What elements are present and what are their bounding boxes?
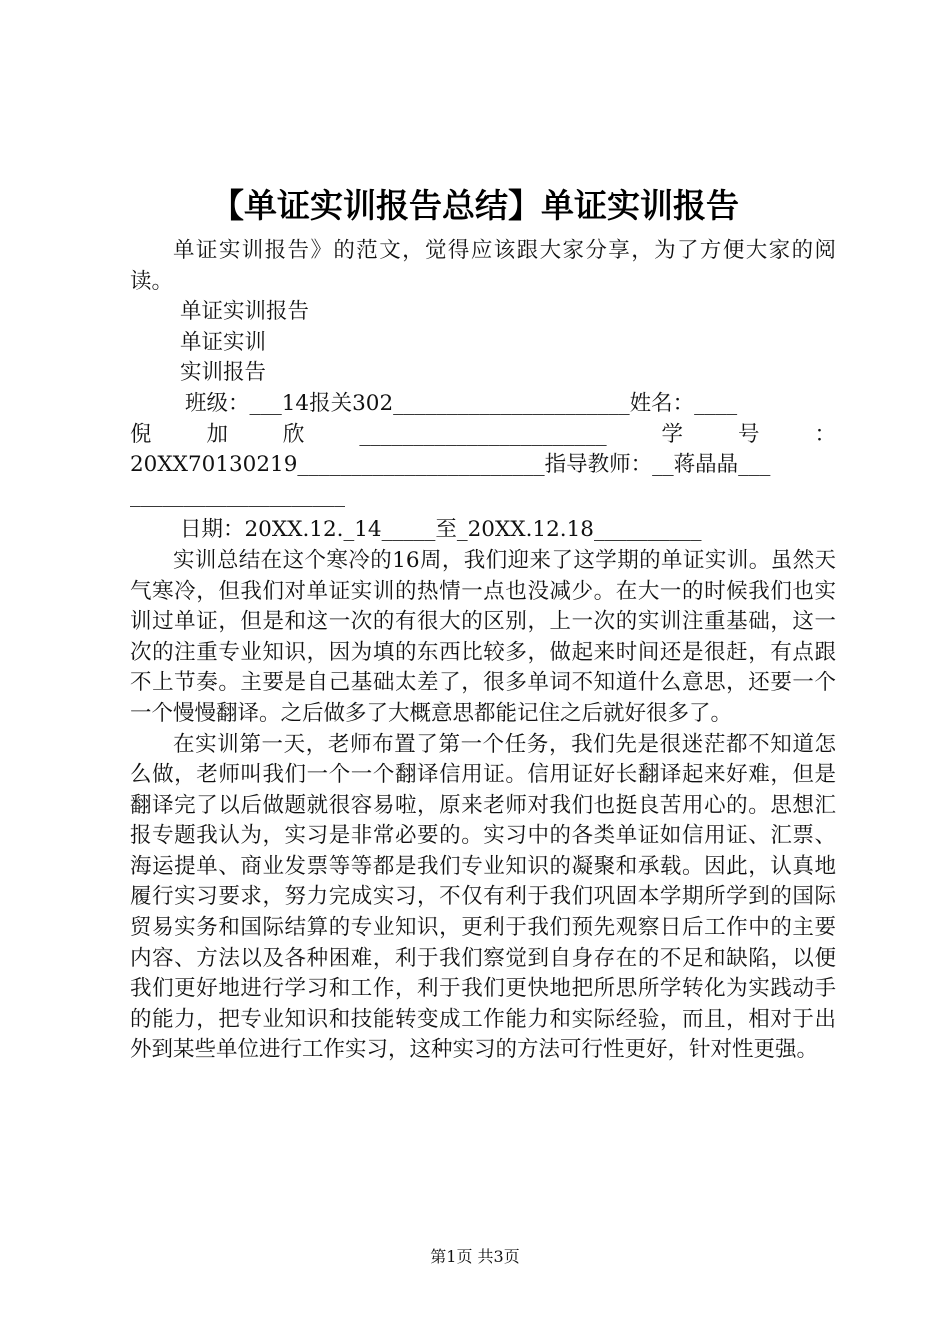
name-underline: _______________________ bbox=[359, 421, 607, 447]
document-body bbox=[130, 236, 836, 1066]
form-date-line: 日期：20XX.12._14_____至_20XX.12.18__________ bbox=[180, 517, 702, 543]
document-title: 【单证实训报告总结】单证实训报告 bbox=[211, 186, 739, 225]
form-underline-line: ____________________ bbox=[130, 482, 345, 508]
intro-paragraph: 单证实训报告》的范文，觉得应该跟大家分享，为了方便大家的阅读。 bbox=[130, 238, 836, 294]
id-label-char-1: 学 bbox=[661, 421, 684, 447]
name-char-1: 倪 bbox=[130, 421, 152, 447]
page-footer: 第1页 共3页 bbox=[430, 1247, 520, 1266]
id-label-char-2: 号 bbox=[738, 421, 760, 447]
summary-paragraph-2: 在实训第一天，老师布置了第一个任务，我们先是很迷茫都不知道怎么做，老师叫我们一个一个翻译信用证。信用证好长翻译起来好难，但是翻译完了以后做题就很容易啦，原来老师对我们也挺良苦用心的。思想汇报专题我认为，实习是非常必要的。实习中的各类单证如信用证、汇票、海运提单、商业发票等等都是我们专业知识的凝聚和承载。因此，认真地履行实习要求，努力完成实习，不仅有利于我们巩固本学期所学到的国际贸易实务和国际结算的专业知识，更利于我们预先观察日后工作中的主要内容、方法以及各种困难，利于我们察觉到自身存在的不足和缺陷，以便我们更好地进行学习和工作，利于我们更快地把所思所学转化为实践动手的能力，把专业知识和技能转变成工作能力和实际经验，而且，相对于出外到某些单位进行工作实习，这种实习的方法可行性更好，针对性更强。 bbox=[130, 731, 836, 1063]
heading-line-1: 单证实训报告 bbox=[180, 299, 310, 325]
name-char-2: 加 bbox=[206, 421, 228, 447]
form-class-line: 班级：___14报关302______________________姓名：____ bbox=[185, 390, 738, 416]
id-label-colon: ： bbox=[814, 421, 836, 447]
form-id-line: 20XX70130219_______________________指导教师：__蒋晶晶___ bbox=[130, 452, 771, 478]
form-name-line bbox=[130, 420, 836, 451]
name-char-3: 欣 bbox=[282, 421, 305, 447]
summary-paragraph-1: 实训总结在这个寒冷的16周，我们迎来了这学期的单证实训。虽然天气寒冷，但我们对单证实训的热情一点也没减少。在大一的时候我们也实训过单证，但是和这一次的有很大的区别，上一次的实训注重基础，这一次的注重专业知识，因为填的东西比较多，做起来时间还是很赶，有点跟不上节奏。主要是自己基础太差了，很多单词不知道什么意思，还要一个一个慢慢翻译。之后做多了大概意思都能记住之后就好很多了。 bbox=[130, 547, 836, 726]
heading-line-3: 实训报告 bbox=[180, 360, 267, 386]
heading-line-2: 单证实训 bbox=[180, 329, 267, 355]
